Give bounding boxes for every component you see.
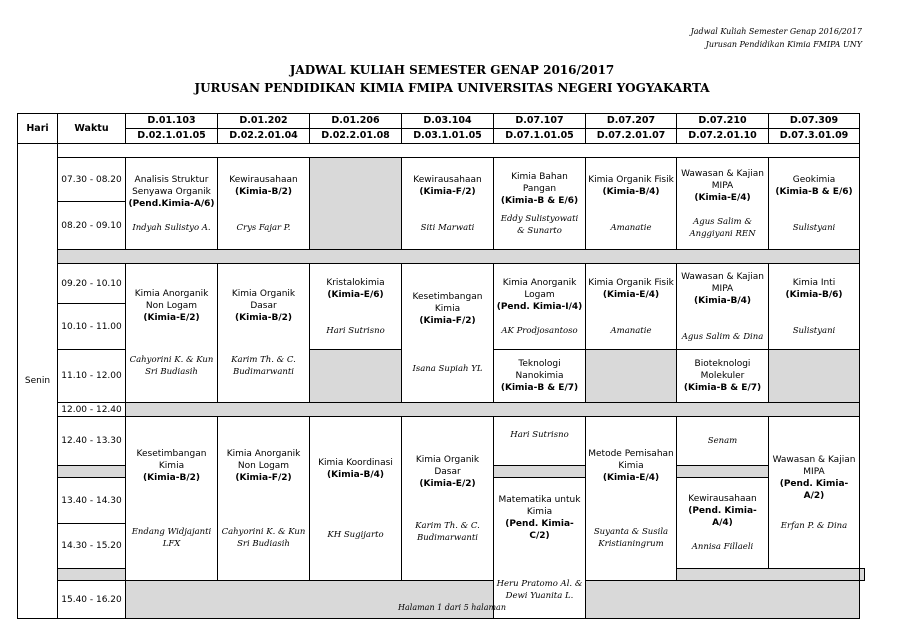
course-class: (Kimia-B & E/6) xyxy=(500,195,579,206)
course-class: (Pend.Kimia-A/6) xyxy=(128,198,215,209)
course-lecturer-cell xyxy=(677,417,769,466)
course-name: Wawasan & Kajian MIPA xyxy=(681,271,764,294)
course-class: (Kimia-B/4) xyxy=(602,186,660,197)
course-cell xyxy=(126,417,218,581)
course-cell xyxy=(586,158,677,250)
course-name: Kimia Bahan Pangan xyxy=(511,171,568,194)
time-row xyxy=(18,417,865,466)
course-cell xyxy=(494,158,586,250)
course-class: (Kimia-B/4) xyxy=(694,295,751,306)
course-lecturer: Heru Pratomo Al. & Dewi Yuanita L. xyxy=(496,579,583,601)
course-lecturer-cell xyxy=(494,417,586,466)
time-row xyxy=(18,158,865,202)
time-slot: 13.40 - 14.30 xyxy=(58,478,126,524)
course-lecturer: Isana Supiah YL xyxy=(412,364,483,374)
course-lecturer: Karim Th. & C. Budimarwanti xyxy=(415,520,480,543)
course-lecturer: Crys Fajar P. xyxy=(236,222,291,233)
course-class: (Pend. Kimia-A/4) xyxy=(688,506,757,528)
room-code: D.02.2.01.04 xyxy=(218,129,310,144)
course-class: (Kimia-E/4) xyxy=(602,472,660,483)
empty-slot xyxy=(310,350,402,403)
break-cell xyxy=(494,466,586,478)
time-row xyxy=(18,581,865,619)
time-slot: 10.10 - 11.00 xyxy=(58,304,126,350)
course-lecturer: Senam xyxy=(707,436,738,446)
course-lecturer: Eddy Sulistyowati & Sunarto xyxy=(500,213,579,236)
course-class: (Kimia-E/6) xyxy=(327,289,384,300)
course-cell xyxy=(677,264,769,350)
course-class: (Kimia-B & E/7) xyxy=(500,383,579,393)
course-name: Matematika untuk Kimia xyxy=(498,495,581,517)
course-lecturer: AK Prodjosantoso xyxy=(501,325,578,336)
page-subtitle: JURUSAN PENDIDIKAN KIMIA FMIPA UNIVERSITAS NEGERI YOGYAKARTA xyxy=(194,81,710,95)
empty-slot xyxy=(586,350,677,403)
course-lecturer: Erfan P. & Dina xyxy=(780,520,848,531)
course-lecturer: Hari Sutrisno xyxy=(326,325,385,336)
course-class: (Kimia-F/2) xyxy=(419,316,476,326)
course-name: Kimia Inti xyxy=(792,277,836,288)
room-header: D.01.202 xyxy=(218,114,310,129)
course-cell xyxy=(769,417,860,569)
course-cell xyxy=(494,264,586,350)
room-header: D.01.103 xyxy=(126,114,218,129)
course-name: Kesetimbangan Kimia xyxy=(136,448,207,471)
course-cell xyxy=(402,417,494,581)
break-cell xyxy=(677,466,769,478)
course-cell xyxy=(218,264,310,403)
time-slot: 12.40 - 13.30 xyxy=(58,417,126,466)
spacer-row xyxy=(18,250,865,264)
course-name: Kewirausahaan xyxy=(688,494,757,504)
course-name: Analisis Struktur Senyawa Organik xyxy=(132,174,211,197)
course-class: (Kimia-E/4) xyxy=(694,192,751,203)
course-class: (Pend. Kimia-A/2) xyxy=(779,478,849,501)
room-header: D.07.107 xyxy=(494,114,586,129)
room-code: D.07.3.01.09 xyxy=(769,129,860,144)
time-slot: 14.30 - 15.20 xyxy=(58,524,126,569)
day-cell: Senin xyxy=(18,144,58,619)
course-name: Kewirausahaan xyxy=(413,174,482,185)
course-lecturer: Annisa Fillaeli xyxy=(691,542,754,552)
course-cell xyxy=(586,417,677,581)
course-lecturer: Cahyorini K. & Kun Sri Budiasih xyxy=(221,526,306,549)
course-class: (Kimia-B/2) xyxy=(143,472,200,483)
header-note-department: Jurusan Pendidikan Kimia FMIPA UNY xyxy=(705,40,862,49)
course-lecturer: Siti Marwati xyxy=(420,222,475,233)
break-cell xyxy=(58,569,126,581)
course-lecturer: Suyanta & Susila Kristianingrum xyxy=(593,526,669,549)
course-cell xyxy=(218,158,310,250)
room-code: D.02.1.01.05 xyxy=(126,129,218,144)
time-slot: 08.20 - 09.10 xyxy=(58,202,126,250)
course-cell xyxy=(769,158,860,250)
course-cell xyxy=(402,264,494,403)
room-header: D.07.210 xyxy=(677,114,769,129)
course-lecturer: Amanatie xyxy=(610,325,652,336)
room-header: D.07.207 xyxy=(586,114,677,129)
course-class: (Kimia-B/4) xyxy=(327,469,384,480)
course-class: (Kimia-F/2) xyxy=(235,472,292,483)
course-lecturer: Endang Widjajanti LFX xyxy=(131,526,212,549)
room-header: D.01.206 xyxy=(310,114,402,129)
room-code: D.02.2.01.08 xyxy=(310,129,402,144)
header-note-schedule: Jadwal Kuliah Semester Genap 2016/2017 xyxy=(690,27,862,36)
course-name: Kimia Organik Fisik xyxy=(588,174,674,185)
course-name: Teknologi Nanokimia xyxy=(515,359,564,381)
empty-slot xyxy=(769,350,860,403)
room-header: D.03.104 xyxy=(402,114,494,129)
course-name: Wawasan & Kajian MIPA xyxy=(681,168,764,191)
course-cell xyxy=(494,478,586,619)
course-cell xyxy=(677,350,769,403)
course-class: (Kimia-B/2) xyxy=(235,313,292,323)
page-title: JADWAL KULIAH SEMESTER GENAP 2016/2017 xyxy=(289,63,615,77)
course-lecturer: Amanatie xyxy=(610,222,652,233)
schedule-table xyxy=(17,113,865,619)
break-cell xyxy=(677,569,860,581)
course-class: (Kimia-B/2) xyxy=(235,186,292,197)
course-cell xyxy=(126,158,218,250)
room-header: D.07.309 xyxy=(769,114,860,129)
course-name: Kimia Anorganik Non Logam xyxy=(226,448,301,471)
time-slot: 07.30 - 08.20 xyxy=(58,158,126,202)
course-class: (Kimia-F/2) xyxy=(419,186,476,197)
break-cell xyxy=(58,466,126,478)
page-footer: Halaman 1 dari 5 halaman xyxy=(398,603,506,612)
course-cell xyxy=(310,417,402,581)
header-row-codes xyxy=(18,129,865,144)
course-cell xyxy=(310,264,402,350)
empty-slot xyxy=(126,581,494,619)
room-code: D.07.2.01.07 xyxy=(586,129,677,144)
course-cell xyxy=(586,264,677,350)
course-lecturer: Sulistyani xyxy=(792,325,836,336)
course-class: (Kimia-B & E/7) xyxy=(683,383,762,393)
course-name: Kimia Organik Fisik xyxy=(588,277,674,288)
room-code: D.03.1.01.05 xyxy=(402,129,494,144)
course-class: (Kimia-B/6) xyxy=(785,289,843,300)
course-cell xyxy=(677,158,769,250)
course-name: Kimia Koordinasi xyxy=(318,457,393,468)
time-slot: 09.20 - 10.10 xyxy=(58,264,126,304)
time-row xyxy=(18,403,865,417)
course-name: Kewirausahaan xyxy=(229,174,298,185)
course-name: Bioteknologi Molekuler xyxy=(694,359,751,381)
course-class: (Pend. Kimia-I/4) xyxy=(496,301,583,312)
course-lecturer: Sulistyani xyxy=(792,222,836,233)
time-slot: 11.10 - 12.00 xyxy=(58,350,126,403)
course-name: Kimia Organik Dasar xyxy=(415,454,480,477)
spacer-cell xyxy=(58,144,860,158)
spacer-row xyxy=(18,144,865,158)
course-lecturer: Karim Th. & C. Budimarwanti xyxy=(231,355,296,377)
course-name: Geokimia xyxy=(792,174,836,185)
course-cell xyxy=(126,264,218,403)
header-hari: Hari xyxy=(18,114,58,144)
course-class: (Kimia-E/2) xyxy=(143,313,200,323)
empty-slot xyxy=(586,581,860,619)
time-row xyxy=(18,264,865,304)
course-name: Kimia Anorganik Non Logam xyxy=(134,289,209,311)
room-code: D.07.1.01.05 xyxy=(494,129,586,144)
course-name: Kesetimbangan Kimia xyxy=(412,292,483,314)
room-code: D.07.2.01.10 xyxy=(677,129,769,144)
time-slot: 12.00 - 12.40 xyxy=(58,403,126,417)
header-row-rooms xyxy=(18,114,865,129)
course-lecturer: Agus Salim & Anggiyani REN xyxy=(689,216,756,239)
course-lecturer: Cahyorini K. & Kun Sri Budiasih xyxy=(129,355,214,377)
course-name: Kimia Anorganik Logam xyxy=(502,277,577,300)
course-lecturer: Agus Salim & Dina xyxy=(681,331,764,342)
course-name: Wawasan & Kajian MIPA xyxy=(772,454,856,477)
course-lecturer: Indyah Sulistyo A. xyxy=(132,222,211,233)
break-cell xyxy=(860,569,865,581)
break-cell xyxy=(58,250,860,264)
course-class: (Pend. Kimia-C/2) xyxy=(505,519,574,541)
time-slot: 15.40 - 16.20 xyxy=(58,581,126,619)
course-cell xyxy=(769,264,860,350)
course-name: Kristalokimia xyxy=(326,277,385,288)
course-cell xyxy=(677,478,769,569)
course-class: (Kimia-B & E/6) xyxy=(775,186,853,197)
course-cell xyxy=(494,350,586,403)
course-lecturer: Hari Sutrisno xyxy=(510,430,569,440)
break-cell xyxy=(126,403,860,417)
header-waktu: Waktu xyxy=(58,114,126,144)
course-cell xyxy=(402,158,494,250)
empty-slot xyxy=(310,158,402,250)
course-lecturer: KH Sugijarto xyxy=(327,529,384,540)
course-name: Metode Pemisahan Kimia xyxy=(588,448,674,471)
course-cell xyxy=(218,417,310,581)
course-name: Kimia Organik Dasar xyxy=(231,289,296,311)
course-class: (Kimia-E/2) xyxy=(419,478,476,489)
course-class: (Kimia-E/4) xyxy=(602,289,660,300)
